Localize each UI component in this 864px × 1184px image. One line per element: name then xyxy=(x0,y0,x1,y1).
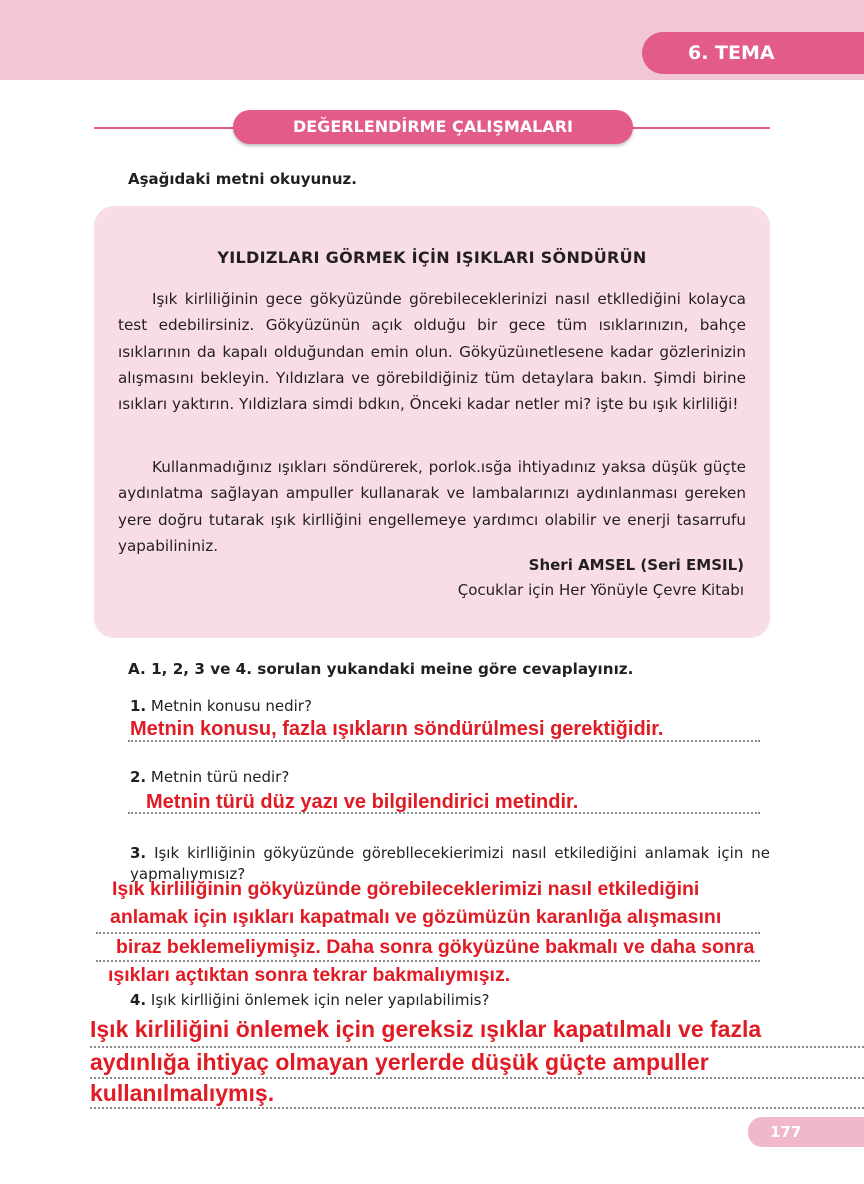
questions-heading: A. 1, 2, 3 ve 4. sorulan yukandaki meine göre cevaplayınız. xyxy=(128,660,634,678)
answer-line xyxy=(90,1046,864,1048)
answer-line xyxy=(90,1077,864,1079)
answer-line xyxy=(96,960,760,962)
answer-4-line: aydınlığa ihtiyaç olmayan yerlerde düşük güçte ampuller xyxy=(90,1049,709,1075)
book-source: Çocuklar için Her Yönüyle Çevre Kitabı xyxy=(457,581,744,599)
page-number: 177 xyxy=(748,1117,864,1147)
reading-title: YILDIZLARI GÖRMEK İÇİN IŞIKLARI SÖNDÜRÜN xyxy=(217,248,647,267)
answer-2: Metnin türü düz yazı ve bilgilendirici metindir. xyxy=(146,791,579,813)
instruction: Aşağıdaki metni okuyunuz. xyxy=(128,170,357,188)
section-rule-right xyxy=(620,127,770,129)
answer-line xyxy=(90,1107,864,1109)
paragraph-1: Işık kirliliğinin gece gökyüzünde görebileceklerinizi nasıl etkllediğini kolayca test edebilirsiniz. Gökyüzünün açık olduğu bir gece tüm ısıklarınızın, bahçe ısıklarının da kapalı olduğundan emin olun. Gökyüzüınetlesene kadar gözlerinizin alışmasını bekleyin. Yıldızlara ve görebildiğiniz tüm detaylara bakın. Şimdi birine ısıkları yaktırın. Yıldizlara simdi bdkın, Önceki kadar netler mi? işte bu ışık kirliliği! xyxy=(118,290,746,414)
question-1: 1. Metnin konusu nedir? xyxy=(130,697,312,715)
section-rule-left xyxy=(94,127,244,129)
answer-line xyxy=(96,932,760,934)
paragraph-2: Kullanmadığınız ışıkları söndürerek, porlok.ısğa ihtiyadınız yaksa düşük güçte aydınlatma sağlayan ampuller kullanarak ve lambalarınızı aydınlanması gereken yere doğru tutarak ışık kirlliğini engellemeye yardımcı olabilir ve enerji tasarrufu yapabilininiz. xyxy=(118,458,746,555)
question-2: 2. Metnin türü nedir? xyxy=(130,768,290,786)
answer-1: Metnin konusu, fazla ışıkların söndürülmesi gerektiğidir. xyxy=(130,718,664,740)
question-4: 4. Işık kirlliğini önlemek için neler yapılabilimis? xyxy=(130,991,490,1009)
answer-4-line: kullanılmalıymış. xyxy=(90,1080,275,1106)
author: Sheri AMSEL (Seri EMSIL) xyxy=(528,556,744,574)
answer-3-line: anlamak için ışıkları kapatmalı ve gözümüzün karanlığa alışmasını xyxy=(110,906,722,928)
answer-3-line: biraz beklemeliymişiz. Daha sonra gökyüzüne bakmalı ve daha sonra xyxy=(116,936,755,958)
answer-3-line: Işık kirliliğinin gökyüzünde görebileceklerimizi nasıl etkilediğini xyxy=(112,878,700,900)
answer-4-line: Işık kirliliğini önlemek için gereksiz ışıklar kapatılmalı ve fazla xyxy=(90,1016,762,1042)
theme-tab: 6. TEMA xyxy=(642,32,864,74)
answer-3-line: ışıkları açtıktan sonra tekrar bakmalıymışız. xyxy=(108,964,511,986)
section-title: DEĞERLENDİRME ÇALIŞMALARI xyxy=(233,110,633,144)
question-3: 3. Işık kirlliğinin gökyüzünde görebllecekierimizi nasıl etkilediğini anlamak için ne yapmalıymısız? xyxy=(130,844,770,883)
